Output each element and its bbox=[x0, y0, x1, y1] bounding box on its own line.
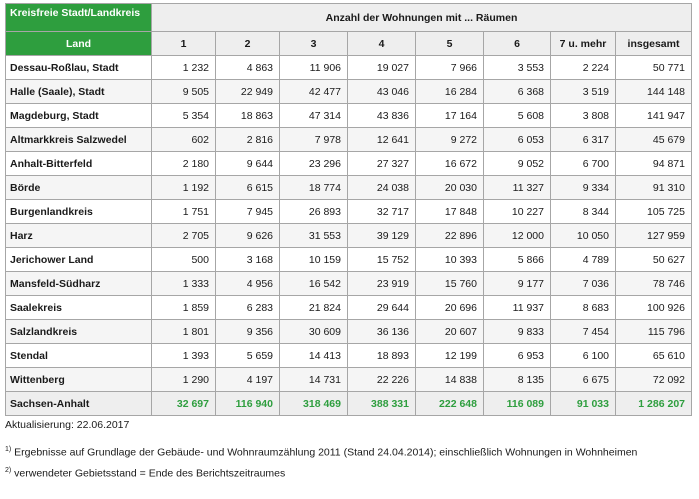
table-cell: 78 746 bbox=[616, 272, 692, 296]
table-cell: 20 607 bbox=[416, 320, 484, 344]
table-cell: 12 000 bbox=[484, 224, 551, 248]
table-cell: 9 626 bbox=[216, 224, 280, 248]
table-cell: 6 700 bbox=[551, 152, 616, 176]
table-cell: 14 413 bbox=[280, 344, 348, 368]
table-cell: 141 947 bbox=[616, 104, 692, 128]
table-cell: 9 177 bbox=[484, 272, 551, 296]
table-cell: 32 717 bbox=[348, 200, 416, 224]
footnote-2-text: verwendeter Gebietsstand = Ende des Berichtszeitraumes bbox=[11, 467, 286, 480]
table-cell: 6 368 bbox=[484, 80, 551, 104]
table-cell: 127 959 bbox=[616, 224, 692, 248]
table-cell: 50 627 bbox=[616, 248, 692, 272]
table-cell: 9 334 bbox=[551, 176, 616, 200]
table-cell: 116 940 bbox=[216, 392, 280, 416]
table-row bbox=[6, 368, 692, 392]
column-header-row bbox=[6, 32, 692, 56]
total-row bbox=[6, 392, 692, 416]
table-cell: 6 953 bbox=[484, 344, 551, 368]
table-cell: 3 808 bbox=[551, 104, 616, 128]
table-cell: 30 609 bbox=[280, 320, 348, 344]
update-note: Aktualisierung: 22.06.2017 bbox=[5, 419, 130, 431]
row-label: Mansfeld-Südharz bbox=[6, 272, 152, 296]
footnote-1-text: Ergebnisse auf Grundlage der Gebäude- und Wohnraumzählung 2011 (Stand 24.04.2014); einschließlich Wohnungen in Wohnheimen bbox=[11, 446, 638, 459]
table-cell: 1 192 bbox=[152, 176, 216, 200]
table-cell: 5 866 bbox=[484, 248, 551, 272]
table-cell: 4 197 bbox=[216, 368, 280, 392]
table-row bbox=[6, 248, 692, 272]
footer bbox=[5, 417, 637, 479]
table-cell: 31 553 bbox=[280, 224, 348, 248]
table-cell: 8 344 bbox=[551, 200, 616, 224]
table-cell: 43 046 bbox=[348, 80, 416, 104]
table-cell: 1 393 bbox=[152, 344, 216, 368]
row-label: Wittenberg bbox=[6, 368, 152, 392]
table-cell: 12 199 bbox=[416, 344, 484, 368]
row-label: Saalekreis bbox=[6, 296, 152, 320]
table-cell: 7 945 bbox=[216, 200, 280, 224]
table-cell: 6 615 bbox=[216, 176, 280, 200]
table-cell: 16 284 bbox=[416, 80, 484, 104]
table-cell: 9 505 bbox=[152, 80, 216, 104]
table-cell: 17 848 bbox=[416, 200, 484, 224]
table-row bbox=[6, 104, 692, 128]
table-cell: 7 454 bbox=[551, 320, 616, 344]
header-land-label: Land bbox=[6, 32, 152, 56]
column-header: 6 bbox=[484, 32, 551, 56]
table-cell: 18 774 bbox=[280, 176, 348, 200]
table-cell: 7 036 bbox=[551, 272, 616, 296]
row-label: Sachsen-Anhalt bbox=[6, 392, 152, 416]
table-cell: 1 801 bbox=[152, 320, 216, 344]
table-cell: 9 052 bbox=[484, 152, 551, 176]
table-cell: 6 317 bbox=[551, 128, 616, 152]
header-group-title: Anzahl der Wohnungen mit ... Räumen bbox=[152, 4, 692, 32]
table-wrapper bbox=[5, 3, 692, 416]
table-cell: 222 648 bbox=[416, 392, 484, 416]
column-header: 5 bbox=[416, 32, 484, 56]
table-cell: 94 871 bbox=[616, 152, 692, 176]
table-cell: 24 038 bbox=[348, 176, 416, 200]
table-cell: 7 978 bbox=[280, 128, 348, 152]
row-label: Halle (Saale), Stadt bbox=[6, 80, 152, 104]
table-cell: 72 092 bbox=[616, 368, 692, 392]
row-label: Börde bbox=[6, 176, 152, 200]
table-row bbox=[6, 152, 692, 176]
table-cell: 47 314 bbox=[280, 104, 348, 128]
table-cell: 11 906 bbox=[280, 56, 348, 80]
table-cell: 2 180 bbox=[152, 152, 216, 176]
table-cell: 26 893 bbox=[280, 200, 348, 224]
table-cell: 23 296 bbox=[280, 152, 348, 176]
table-cell: 10 393 bbox=[416, 248, 484, 272]
table-cell: 3 519 bbox=[551, 80, 616, 104]
table-cell: 1 333 bbox=[152, 272, 216, 296]
table-cell: 1 286 207 bbox=[616, 392, 692, 416]
table-cell: 500 bbox=[152, 248, 216, 272]
table-cell: 65 610 bbox=[616, 344, 692, 368]
table-cell: 4 956 bbox=[216, 272, 280, 296]
row-label: Burgenlandkreis bbox=[6, 200, 152, 224]
table-cell: 5 659 bbox=[216, 344, 280, 368]
table-cell: 14 731 bbox=[280, 368, 348, 392]
table-cell: 3 553 bbox=[484, 56, 551, 80]
table-cell: 91 310 bbox=[616, 176, 692, 200]
table-row bbox=[6, 80, 692, 104]
table-cell: 144 148 bbox=[616, 80, 692, 104]
table-cell: 100 926 bbox=[616, 296, 692, 320]
table-cell: 1 751 bbox=[152, 200, 216, 224]
table-cell: 1 290 bbox=[152, 368, 216, 392]
table-cell: 105 725 bbox=[616, 200, 692, 224]
row-label: Stendal bbox=[6, 344, 152, 368]
table-cell: 4 789 bbox=[551, 248, 616, 272]
table-cell: 29 644 bbox=[348, 296, 416, 320]
table-cell: 9 356 bbox=[216, 320, 280, 344]
column-header: 7 u. mehr bbox=[551, 32, 616, 56]
table-cell: 17 164 bbox=[416, 104, 484, 128]
row-label: Altmarkkreis Salzwedel bbox=[6, 128, 152, 152]
header-region-label: Kreisfreie Stadt/Landkreis bbox=[6, 4, 152, 32]
footnote-2 bbox=[5, 462, 637, 479]
row-label: Magdeburg, Stadt bbox=[6, 104, 152, 128]
table-cell: 18 893 bbox=[348, 344, 416, 368]
table-cell: 1 859 bbox=[152, 296, 216, 320]
table-cell: 14 838 bbox=[416, 368, 484, 392]
table-cell: 9 644 bbox=[216, 152, 280, 176]
column-header: 2 bbox=[216, 32, 280, 56]
table-cell: 15 752 bbox=[348, 248, 416, 272]
table-cell: 6 675 bbox=[551, 368, 616, 392]
column-header: insgesamt bbox=[616, 32, 692, 56]
table-cell: 10 227 bbox=[484, 200, 551, 224]
footnote-1 bbox=[5, 441, 637, 458]
table-cell: 2 224 bbox=[551, 56, 616, 80]
table-row bbox=[6, 128, 692, 152]
column-header: 1 bbox=[152, 32, 216, 56]
row-label: Anhalt-Bitterfeld bbox=[6, 152, 152, 176]
table-cell: 45 679 bbox=[616, 128, 692, 152]
table-cell: 91 033 bbox=[551, 392, 616, 416]
table-cell: 5 354 bbox=[152, 104, 216, 128]
row-label: Jerichower Land bbox=[6, 248, 152, 272]
table-cell: 16 672 bbox=[416, 152, 484, 176]
table-cell: 22 949 bbox=[216, 80, 280, 104]
table-cell: 16 542 bbox=[280, 272, 348, 296]
table-cell: 20 696 bbox=[416, 296, 484, 320]
table-cell: 7 966 bbox=[416, 56, 484, 80]
table-row bbox=[6, 272, 692, 296]
table-cell: 43 836 bbox=[348, 104, 416, 128]
table-cell: 36 136 bbox=[348, 320, 416, 344]
table-cell: 115 796 bbox=[616, 320, 692, 344]
table-cell: 388 331 bbox=[348, 392, 416, 416]
table-cell: 50 771 bbox=[616, 56, 692, 80]
table-cell: 20 030 bbox=[416, 176, 484, 200]
table-row bbox=[6, 200, 692, 224]
table-cell: 1 232 bbox=[152, 56, 216, 80]
row-label: Harz bbox=[6, 224, 152, 248]
table-cell: 23 919 bbox=[348, 272, 416, 296]
table-row bbox=[6, 56, 692, 80]
table-row bbox=[6, 176, 692, 200]
table-cell: 10 050 bbox=[551, 224, 616, 248]
table-row bbox=[6, 296, 692, 320]
table-cell: 8 683 bbox=[551, 296, 616, 320]
table-cell: 21 824 bbox=[280, 296, 348, 320]
table-cell: 9 833 bbox=[484, 320, 551, 344]
footnote-1-mark: 1) bbox=[5, 446, 12, 453]
table-cell: 318 469 bbox=[280, 392, 348, 416]
table-cell: 11 327 bbox=[484, 176, 551, 200]
table-cell: 3 168 bbox=[216, 248, 280, 272]
table-cell: 15 760 bbox=[416, 272, 484, 296]
row-label: Dessau-Roßlau, Stadt bbox=[6, 56, 152, 80]
table-cell: 4 863 bbox=[216, 56, 280, 80]
table-cell: 18 863 bbox=[216, 104, 280, 128]
row-label: Salzlandkreis bbox=[6, 320, 152, 344]
table-row bbox=[6, 224, 692, 248]
footnote-2-mark: 2) bbox=[5, 467, 12, 474]
column-header: 3 bbox=[280, 32, 348, 56]
table-cell: 602 bbox=[152, 128, 216, 152]
table-cell: 8 135 bbox=[484, 368, 551, 392]
table-cell: 116 089 bbox=[484, 392, 551, 416]
table-cell: 6 100 bbox=[551, 344, 616, 368]
table-cell: 10 159 bbox=[280, 248, 348, 272]
column-header: 4 bbox=[348, 32, 416, 56]
table-row bbox=[6, 320, 692, 344]
table-cell: 2 705 bbox=[152, 224, 216, 248]
table-cell: 22 896 bbox=[416, 224, 484, 248]
table-row bbox=[6, 344, 692, 368]
table-cell: 5 608 bbox=[484, 104, 551, 128]
table-cell: 2 816 bbox=[216, 128, 280, 152]
housing-table bbox=[5, 3, 692, 416]
table-cell: 19 027 bbox=[348, 56, 416, 80]
table-cell: 6 283 bbox=[216, 296, 280, 320]
table-cell: 39 129 bbox=[348, 224, 416, 248]
table-cell: 9 272 bbox=[416, 128, 484, 152]
table-cell: 27 327 bbox=[348, 152, 416, 176]
table-cell: 22 226 bbox=[348, 368, 416, 392]
table-cell: 32 697 bbox=[152, 392, 216, 416]
table-cell: 42 477 bbox=[280, 80, 348, 104]
table-cell: 6 053 bbox=[484, 128, 551, 152]
table-cell: 11 937 bbox=[484, 296, 551, 320]
table-cell: 12 641 bbox=[348, 128, 416, 152]
